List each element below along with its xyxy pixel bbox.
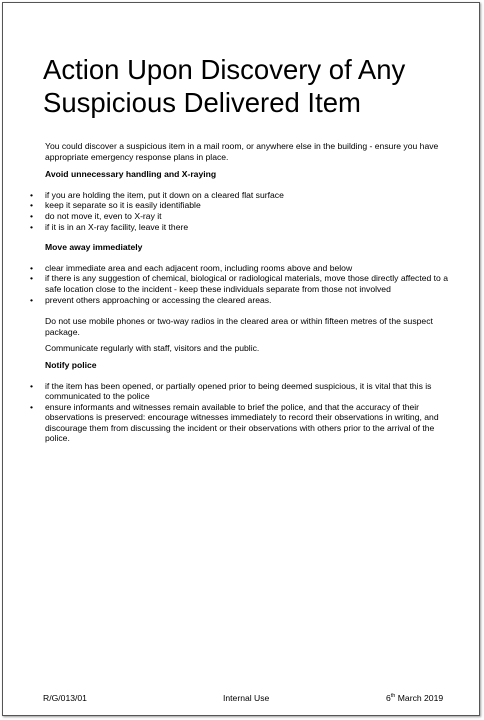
bullet-icon: • [30,189,34,200]
list-item: • do not move it, even to X-ray it [30,210,162,221]
classification-label: Internal Use [223,693,270,703]
document-page [2,2,480,716]
list-item: • if it is in an X-ray facility, leave it there [30,221,189,232]
heading-move-away: Move away immediately [45,242,143,253]
list-item: • prevent others approaching or accessing the cleared areas. [30,294,272,305]
bullet-icon: • [30,210,34,221]
bullet-icon: • [30,262,34,273]
phones-note: Do not use mobile phones or two-way radios in the cleared area or within fifteen metres of the suspect package. [45,316,433,337]
intro-paragraph: You could discover a suspicious item in a mail room, or anywhere else in the building - ensure you have appropriate emergency response plans in place. [45,141,439,162]
page-title: Action Upon Discovery of Any Suspicious Delivered Item [43,54,406,118]
bullet-icon: • [30,221,34,232]
list-item: • if there is any suggestion of chemical, biological or radiological materials, move those directly affected to a safe location close to the incident - keep these individuals separate from those not involved [30,273,448,294]
list-item: • if the item has been opened, or partially opened prior to being deemed suspicious, it is vital that this is communicated to the police [30,380,432,402]
bullet-icon: • [30,200,34,211]
move-away-list [3,263,481,305]
bullet-icon: • [30,380,34,391]
heading-notify-police: Notify police [45,359,97,370]
communicate-note: Communicate regularly with staff, visitors and the public. [45,343,260,354]
list-item: • ensure informants and witnesses remain available to brief the police, and that the accuracy of their observations is preserved: encourage witnesses immediately to record their observations in writing, and discourage them from discussing the incident or their observations with others prior to the arrival of the police. [30,401,439,444]
handling-list [3,190,481,232]
document-reference: R/G/013/01 [43,693,87,703]
document-date: 6th March 2019 [386,693,444,703]
bullet-icon: • [30,273,34,284]
police-list [3,381,481,445]
heading-avoid-handling: Avoid unnecessary handling and X-raying [45,169,217,180]
document-body [3,141,481,444]
list-item: • clear immediate area and each adjacent room, including rooms above and below [30,262,353,273]
bullet-icon: • [30,401,34,412]
list-item: • keep it separate so it is easily identifiable [30,200,201,211]
bullet-icon: • [30,294,34,305]
list-item: • if you are holding the item, put it down on a cleared flat surface [30,189,284,200]
